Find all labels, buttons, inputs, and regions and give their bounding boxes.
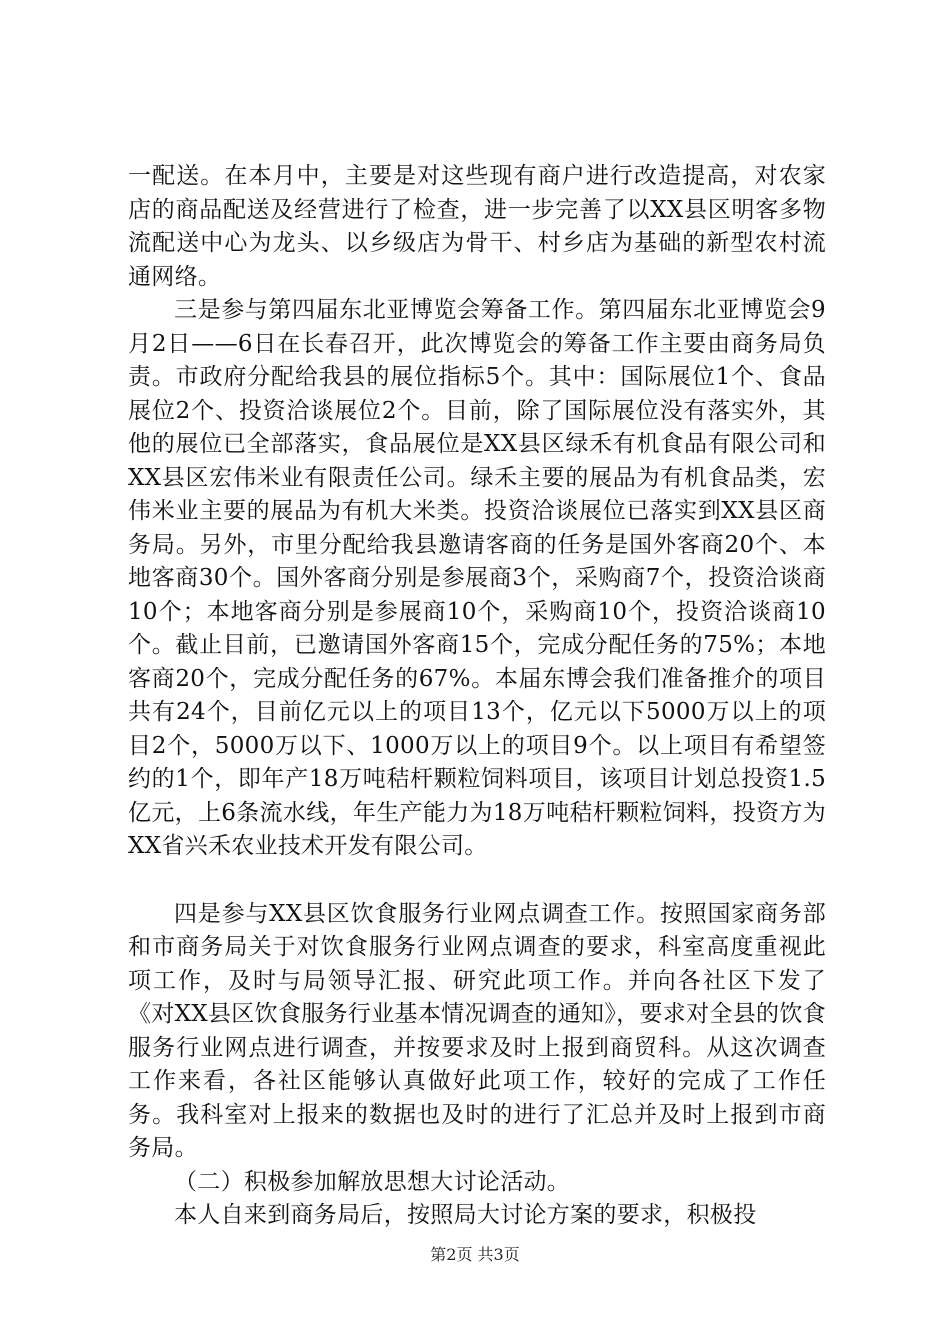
paragraph-discussion-start: 本人自来到商务局后，按照局大讨论方案的要求，积极投	[174, 1202, 757, 1228]
section-heading-discussion: （二）积极参加解放思想大讨论活动。	[174, 1168, 571, 1195]
document-body	[128, 160, 826, 1233]
page-footer: 第2页 共3页	[430, 1245, 520, 1264]
paragraph-expo-preparation: 三是参与第四届东北亚博览会筹备工作。第四届东北亚博览会9月2日——6日在长春召开，此次博览会的筹备工作主要由商务局负责。市政府分配给我县的展位指标5个。其中：国际展位1个、食品展位2个、投资洽谈展位2个。目前，除了国际展位没有落实外，其他的展位已全部落实，食品展位是XX县区绿禾有机食品有限公司和XX县区宏伟米业有限责任公司。绿禾主要的展品为有机食品类，宏伟米业主要的展品为有机大米类。投资洽谈展位已落实到XX县区商务局。另外，市里分配给我县邀请客商的任务是国外客商20个、本地客商30个。国外客商分别是参展商3个，采购商7个，投资洽谈商10个；本地客商分别是参展商10个，采购商10个，投资洽谈商10个。截止目前，已邀请国外客商15个，完成分配任务的75%；本地客商20个，完成分配任务的67%。本届东博会我们准备推介的项目共有24个，目前亿元以上的项目13个，亿元以下5000万以上的项目2个，5000万以下、1000万以上的项目9个。以上项目有希望签约的1个，即年产18万吨秸杆颗粒饲料项目，该项目计划总投资1.5亿元，上6条流水线，年生产能力为18万吨秸杆颗粒饲料，投资方为XX省兴禾农业技术开发有限公司。	[128, 297, 826, 859]
paragraph-continuation: 一配送。在本月中，主要是对这些现有商户进行改造提高，对农家店的商品配送及经营进行了检查，进一步完善了以XX县区明客多物流配送中心为龙头、以乡级店为骨干、村乡店为基础的新型农村流通网络。	[128, 163, 826, 290]
paragraph-catering-survey: 四是参与XX县区饮食服务行业网点调查工作。按照国家商务部和市商务局关于对饮食服务行业网点调查的要求，科室高度重视此项工作，及时与局领导汇报、研究此项工作。并向各社区下发了《对XX县区饮食服务行业基本情况调查的通知》，要求对全县的饮食服务行业网点进行调查，并按要求及时上报到商贸科。从这次调查工作来看，各社区能够认真做好此项工作，较好的完成了工作任务。我科室对上报来的数据也及时的进行了汇总并及时上报到市商务局。	[128, 900, 826, 1161]
